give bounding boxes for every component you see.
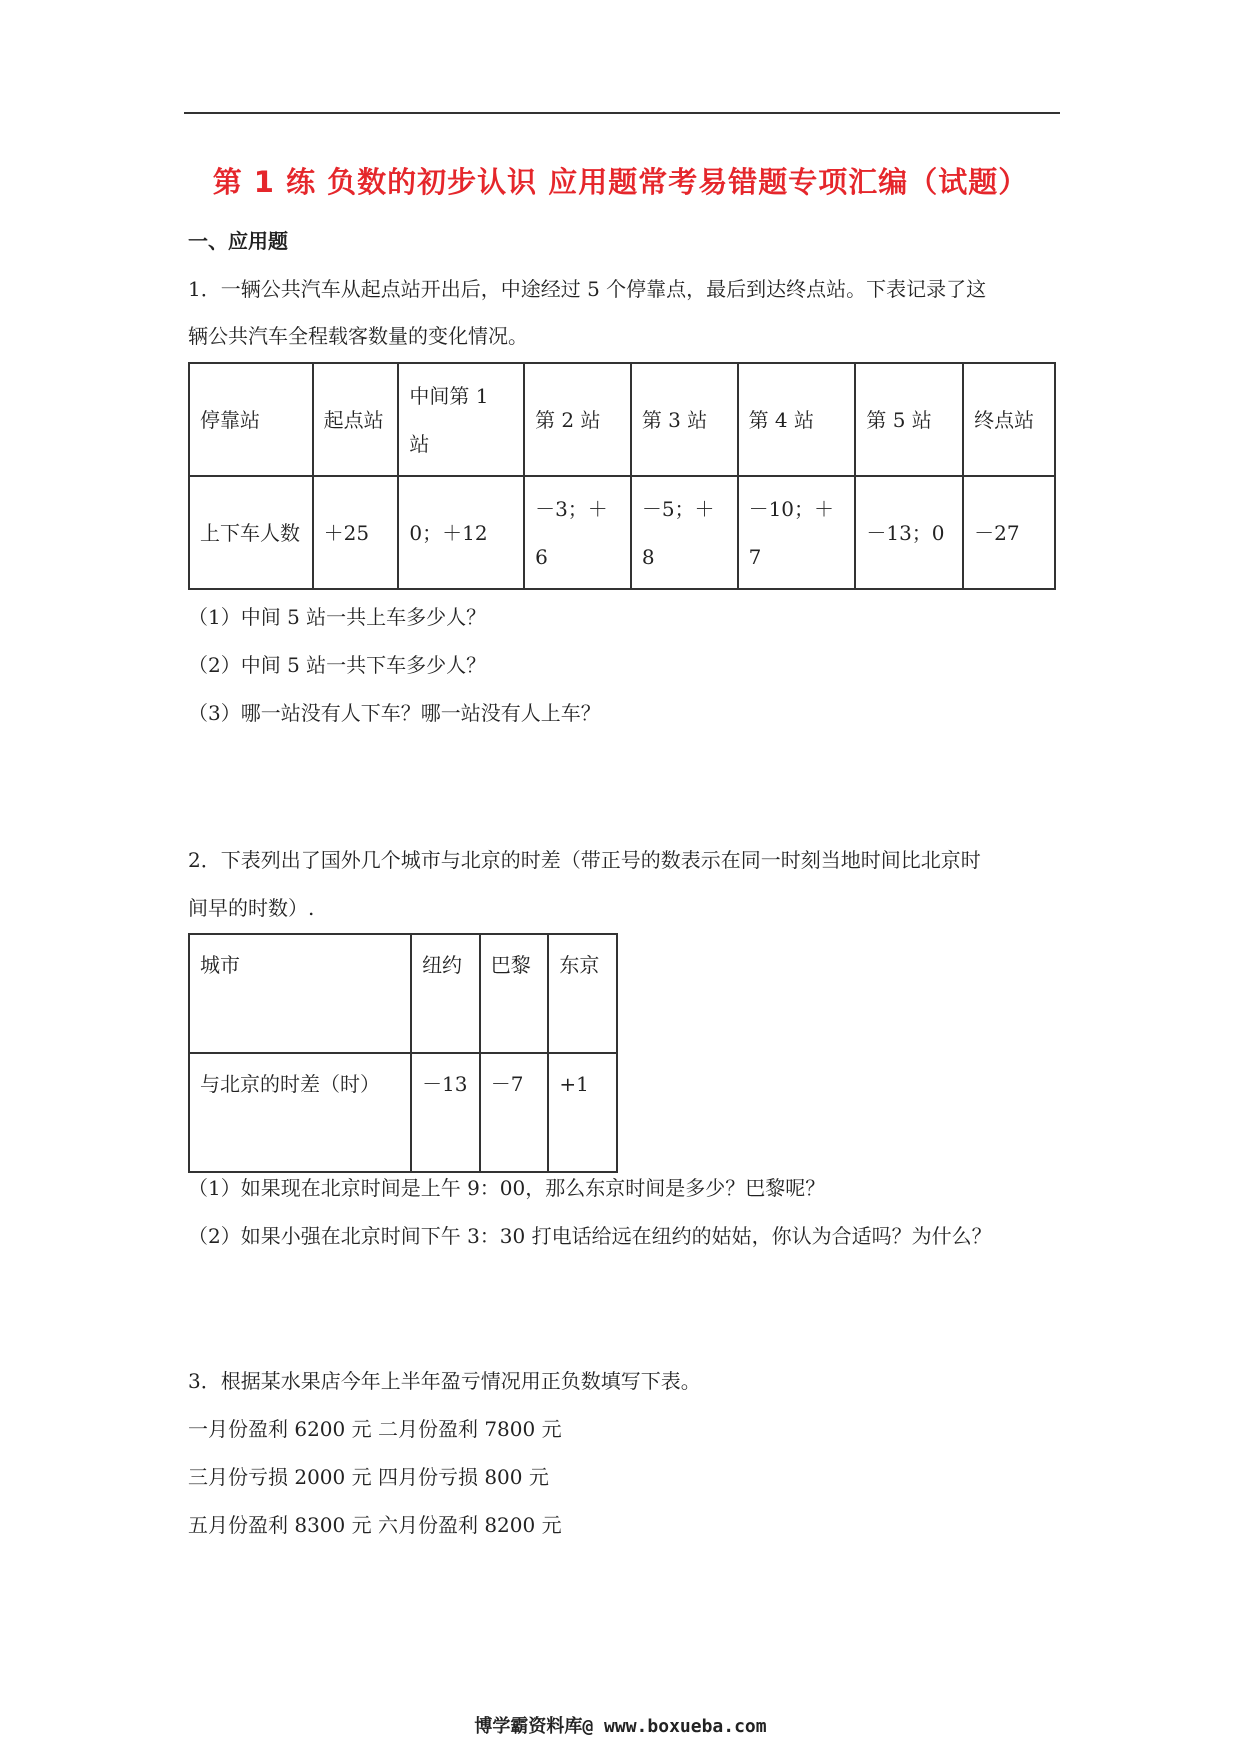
table-cell: 终点站 (963, 363, 1055, 476)
page-title: 第 1 练 负数的初步认识 应用题常考易错题专项汇编（试题） (212, 165, 1029, 199)
q2-sub2: （2）如果小强在北京时间下午 3：30 打电话给远在纽约的姑姑，你认为合适吗？为什么？ (188, 1224, 992, 1248)
table-cell: －13 (411, 1053, 480, 1172)
table-row (189, 1053, 617, 1172)
q2-sub1: （1）如果现在北京时间是上午 9：00，那么东京时间是多少？巴黎呢？ (188, 1176, 826, 1200)
q3-line3: 三月份亏损 2000 元 四月份亏损 800 元 (188, 1465, 549, 1489)
table-cell: 第 3 站 (631, 363, 738, 476)
q1-line1: 1．一辆公共汽车从起点站开出后，中途经过 5 个停靠点，最后到达终点站。下表记录了这 (188, 277, 987, 301)
table-cell: 纽约 (411, 934, 480, 1053)
table-cell: －7 (480, 1053, 549, 1172)
bus-passenger-table (188, 362, 1056, 590)
table-cell: －5；＋8 (631, 476, 738, 589)
q2-line2: 间早的时数）. (188, 896, 315, 920)
header-rule (184, 112, 1060, 114)
table-cell: 第 5 站 (855, 363, 963, 476)
table-cell: 与北京的时差（时） (189, 1053, 411, 1172)
q1-sub1: （1）中间 5 站一共上车多少人？ (188, 605, 487, 629)
table-cell: 东京 (548, 934, 617, 1053)
time-difference-table (188, 933, 618, 1173)
q1-line2: 辆公共汽车全程载客数量的变化情况。 (188, 324, 528, 348)
table-cell: －10；＋7 (738, 476, 856, 589)
table-cell: ＋25 (313, 476, 399, 589)
table-cell: 巴黎 (480, 934, 549, 1053)
q3-line1: 3．根据某水果店今年上半年盈亏情况用正负数填写下表。 (188, 1369, 701, 1393)
q3-line2: 一月份盈利 6200 元 二月份盈利 7800 元 (188, 1417, 562, 1441)
section-heading: 一、应用题 (188, 229, 288, 253)
table-cell: 中间第 1 站 (398, 363, 524, 476)
table-row (189, 363, 1055, 476)
table-row (189, 476, 1055, 589)
table-row (189, 934, 617, 1053)
table-cell: －13；0 (855, 476, 963, 589)
q1-sub3: （3）哪一站没有人下车？哪一站没有人上车？ (188, 701, 601, 725)
table-cell: 第 2 站 (524, 363, 631, 476)
footer-watermark: 博学霸资料库@ www.boxueba.com (474, 1716, 767, 1737)
table-cell: 第 4 站 (738, 363, 856, 476)
table-cell: 停靠站 (189, 363, 313, 476)
q1-sub2: （2）中间 5 站一共下车多少人？ (188, 653, 487, 677)
table-cell: 上下车人数 (189, 476, 313, 589)
q3-line4: 五月份盈利 8300 元 六月份盈利 8200 元 (188, 1513, 562, 1537)
table-cell: －3；＋6 (524, 476, 631, 589)
table-cell: 0；＋12 (398, 476, 524, 589)
table-cell: 起点站 (313, 363, 399, 476)
table-cell: －27 (963, 476, 1055, 589)
table-cell: 城市 (189, 934, 411, 1053)
q2-line1: 2．下表列出了国外几个城市与北京的时差（带正号的数表示在同一时刻当地时间比北京时 (188, 848, 981, 872)
table-cell: +1 (548, 1053, 617, 1172)
